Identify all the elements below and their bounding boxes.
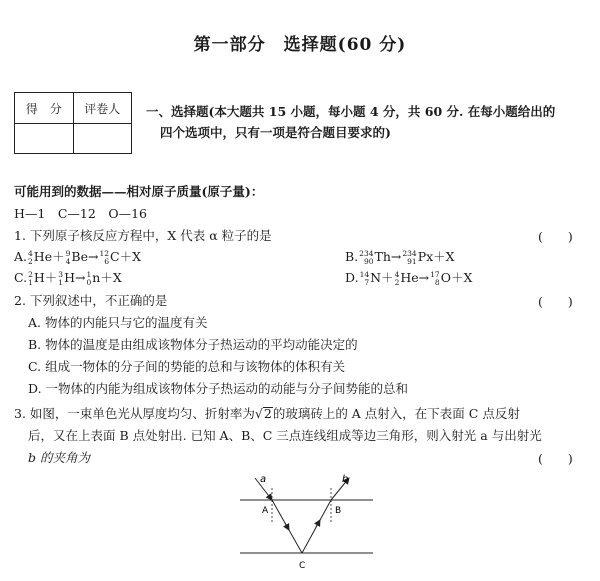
arrow-ac <box>285 523 289 530</box>
label-point-c: C <box>299 561 306 571</box>
nuclide: 1 0 <box>86 269 92 287</box>
q2-stem: 2. 下列叙述中，不正确的是 <box>14 293 168 308</box>
label-b: b <box>342 474 349 485</box>
nuclide: 3 1 <box>58 269 64 287</box>
reference-heading: 可能用到的数据——相对原子质量(原子量)： <box>14 184 264 199</box>
q3-line-3: b 的夹角为 <box>28 450 90 465</box>
sqrt-value: 2 <box>263 406 272 421</box>
grader-cell <box>73 124 132 154</box>
section-instructions <box>146 101 586 143</box>
label-point-a: A <box>262 506 269 516</box>
q2-option-d: D. 一物体的内能为组成该物体分子热运动的动能与分子间势能的总和 <box>28 381 409 396</box>
q2-option-a: A. 物体的内能只与它的温度有关 <box>28 315 208 330</box>
nuclide: 4 2 <box>28 248 33 266</box>
q1-a-label: A. <box>14 249 28 264</box>
q2-option-b: B. 物体的温度是由组成该物体分子热运动的平均动能决定的 <box>28 337 358 352</box>
section-line-2: 四个选项中，只有一项是符合题目要求的) <box>160 125 391 140</box>
nuclide: 9 4 <box>65 248 71 266</box>
grader-header: 评卷人 <box>73 93 132 123</box>
q2-option-c: C. 组成一物体的分子间的势能的总和与该物体的体积有关 <box>28 359 346 374</box>
q3-line-2: 后，又在上表面 B 点处射出. 已知 A、B、C 三点连线组成等边三角形，则入射光 a 与出射光 <box>28 428 542 443</box>
nuclide: 17 8 <box>430 269 440 287</box>
q3-answer-paren: ( ) <box>538 451 573 466</box>
q1-answer-paren: ( ) <box>538 229 573 244</box>
nuclide: 12 6 <box>99 248 110 266</box>
q1-stem: 1. 下列原子核反应方程中，X 代表 α 粒子的是 <box>14 228 272 243</box>
nuclide: 234 90 <box>359 248 374 266</box>
score-cell <box>15 124 73 154</box>
refraction-diagram <box>225 470 385 578</box>
nuclide: 234 91 <box>402 248 417 266</box>
arrow-cb <box>316 520 320 527</box>
nuclide: 14 7 <box>359 269 370 287</box>
label-point-b: B <box>335 506 342 516</box>
q1-option-c: C. 2 1 H＋ 3 1 H→ 1 0 n＋X <box>14 269 122 287</box>
q1-option-d: D. 14 7 N＋ 4 2 He→ 17 8 O＋X <box>345 269 473 287</box>
q3-line-1: 3. 如图，一束单色光从厚度均匀、折射率为√2的玻璃砖上的 A 点射入，在下表面 C 点反射 <box>14 406 520 421</box>
q1-option-b: B. 234 90 Th→ 234 91 Px＋X <box>345 248 455 266</box>
nuclide: 2 1 <box>28 269 33 287</box>
reference-values: H—1 C—12 O—16 <box>14 206 147 221</box>
q2-answer-paren: ( ) <box>538 294 573 309</box>
score-header: 得 分 <box>25 101 62 116</box>
q1-option-a: A. 4 2 He＋ 9 4 Be→ 12 6 C＋X <box>14 248 142 266</box>
label-a: a <box>260 474 267 485</box>
score-table <box>14 92 132 154</box>
nuclide: 4 2 <box>394 269 400 287</box>
section-line-1: 一、选择题(本大题共 15 小题，每小题 4 分，共 60 分. 在每小题给出的 <box>146 104 556 119</box>
page-title: 第一部分 选择题(60 分) <box>193 35 407 55</box>
